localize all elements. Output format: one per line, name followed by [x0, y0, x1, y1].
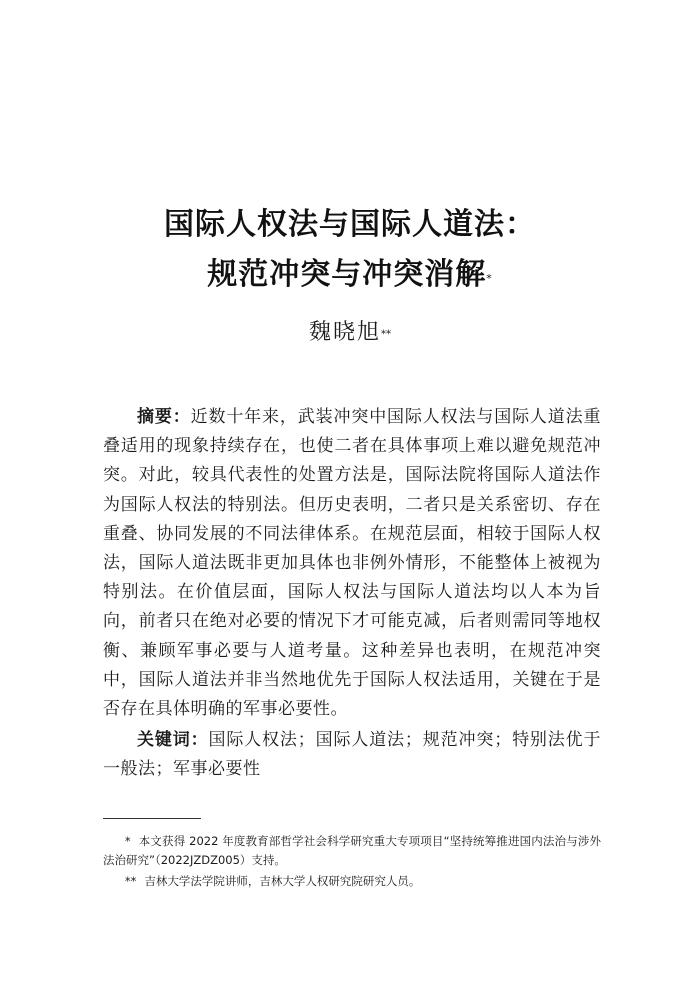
title-line-2-text: 规范冲突与冲突消解 [207, 257, 487, 292]
keywords-text: 国际人权法；国际人道法；规范冲突；特别法优于一般法；军事必要性 [103, 730, 602, 780]
title-footnote-mark: * [486, 272, 493, 285]
abstract-text: 近数十年来，武装冲突中国际人权法与国际人道法重叠适用的现象持续存在，也使二者在具体事项上难以避免规范冲突。对此，较具代表性的处置方法是，国际法院将国际人道法作为国际人权法的特别法。但历史表明，二者只是关系密切、存在重叠、协同发展的不同法律体系。在规范层面，相较于国际人权法，国际人道法既非更加具体也非例外情形，不能整体上被视为特别法。在价值层面，国际人权法与国际人道法均以人本为旨向，前者只在绝对必要的情况下才可能克减，后者则需同等地权衡、兼顾军事必要与人道考量。这种差异也表明，在规范冲突中，国际人道法并非当然地优先于国际人权法适用，关键在于是否存在具体明确的军事必要性。 [103, 407, 602, 720]
footnote-funding [103, 832, 601, 870]
footnote-author [103, 872, 601, 891]
footnotes [103, 832, 601, 891]
article-title [0, 200, 700, 300]
author-footnote-mark: ** [381, 329, 391, 340]
abstract-label: 摘要： [137, 407, 191, 427]
footnote-text: 吉林大学法学院讲师，吉林大学人权研究院研究人员。 [144, 874, 421, 888]
abstract-section [103, 403, 601, 785]
footnote-text: 本文获得 2022 年度教育部哲学社会科学研究重大专项项目“坚持统筹推进国内法治与涉外法治研究”（2022JZDZ005）支持。 [103, 834, 601, 867]
abstract-paragraph [103, 403, 601, 724]
title-line-2 [0, 250, 700, 300]
footnote-separator [103, 818, 201, 819]
title-line-1: 国际人权法与国际人道法： [164, 207, 536, 242]
footnote-mark: ** [124, 874, 137, 888]
author-name: 魏晓旭 [308, 320, 381, 345]
author-byline [0, 318, 700, 348]
keywords-label: 关键词： [137, 730, 209, 751]
footnote-mark: * [124, 834, 131, 848]
keywords-paragraph [103, 726, 601, 784]
